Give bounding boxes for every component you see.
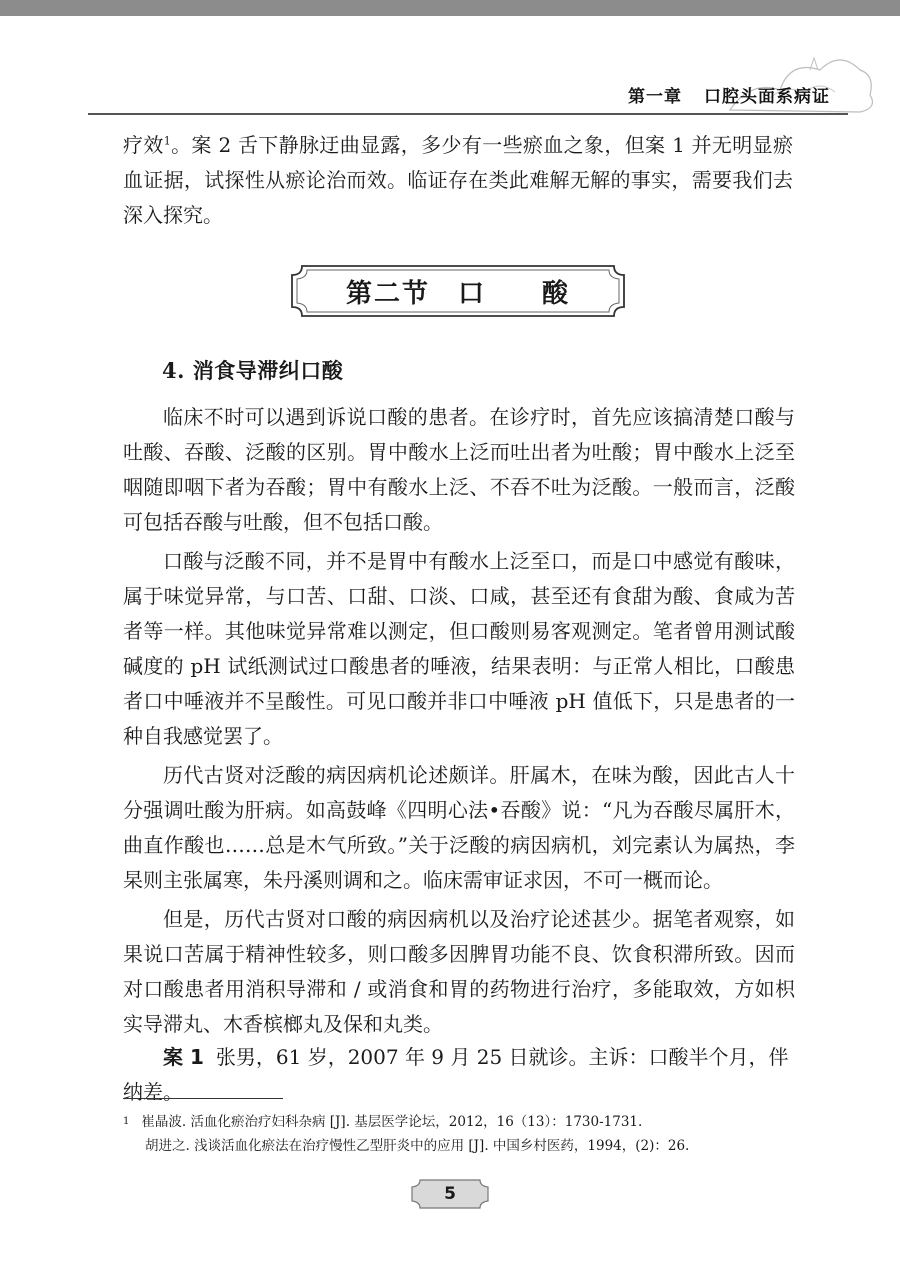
page-number-badge: [410, 1178, 490, 1210]
page-number: 5: [444, 1184, 456, 1204]
footnote-mark: 1: [123, 1116, 130, 1127]
section-title-char-2: 酸: [542, 278, 571, 309]
case-text: 张男，61 岁，2007 年 9 月 25 日就诊。主诉：口酸半个月，伴纳差。: [123, 1045, 789, 1104]
case-line: [123, 1040, 803, 1110]
section-heading-box: [288, 263, 628, 319]
paragraph-3: 历代古贤对泛酸的病因病机论述颇详。肝属木，在味为酸，因此古人十分强调吐酸为肝病。如高鼓峰《四明心法•吞酸》说：“凡为吞酸尽属肝木，曲直作酸也……总是木气所致。”关于泛酸的病因病机，刘完素认为属热，李杲则主张属寒，朱丹溪则调和之。临床需审证求因，不可一概而论。: [123, 763, 795, 892]
header-cloud-decoration: [710, 40, 880, 120]
subsection-heading: 4. 消食导滞纠口酸: [162, 358, 344, 383]
paragraph-2: 口酸与泛酸不同，并不是胃中有酸水上泛至口，而是口中感觉有酸味，属于味觉异常，与口苦、口甜、口淡、口咸，甚至还有食甜为酸、食咸为苦者等一样。其他味觉异常难以测定，但口酸则易客观测定。笔者曾用测试酸碱度的 pH 试纸测试过口酸患者的唾液，结果表明：与正常人相比，口酸患者口中唾液并不呈酸性。可见口酸并非口中唾液 pH 值低下，只是患者的一种自我感觉罢了。: [123, 549, 795, 748]
footnote-ref: 1: [163, 134, 171, 148]
intro-text-rest: 。案 2 舌下静脉迂曲显露，多少有一些瘀血之象，但案 1 并无明显瘀血证据，试探性从瘀论治而效。临证存在类此难解无解的事实，需要我们去深入探究。: [123, 133, 793, 227]
footnote-1: [123, 1110, 803, 1134]
body-text: [123, 400, 795, 1046]
top-bar: [0, 0, 900, 16]
paragraph-1: 临床不时可以遇到诉说口酸的患者。在诊疗时，首先应该搞清楚口酸与吐酸、吞酸、泛酸的区别。胃中酸水上泛而吐出者为吐酸；胃中酸水上泛至咽随即咽下者为吞酸；胃中有酸水上泛、不吞不吐为泛酸。一般而言，泛酸可包括吞酸与吐酸，但不包括口酸。: [123, 405, 795, 534]
section-label: 第二节: [345, 278, 430, 309]
case-label: 案 1: [163, 1045, 204, 1069]
intro-text-start: 疗效: [123, 133, 164, 157]
section-title-char-1: 口: [457, 278, 486, 309]
section-title: [288, 263, 628, 319]
header-rule: [88, 113, 848, 115]
footnote-2-text: 胡进之. 浅谈活血化瘀法在治疗慢性乙型肝炎中的应用 [J]. 中国乡村医药，1994，(2)：26.: [145, 1138, 690, 1154]
intro-paragraph: [123, 128, 793, 233]
chapter-title: 口腔头面系病证: [704, 87, 830, 107]
footnote-2: [123, 1134, 803, 1158]
chapter-header: [628, 82, 830, 107]
footnote-1-text: 崔晶波. 活血化瘀治疗妇科杂病 [J]. 基层医学论坛，2012，16（13）：1730-1731.: [141, 1114, 643, 1130]
footnote-rule: [123, 1098, 283, 1099]
paragraph-4: 但是，历代古贤对口酸的病因病机以及治疗论述甚少。据笔者观察，如果说口苦属于精神性较多，则口酸多因脾胃功能不良、饮食积滞所致。因而对口酸患者用消积导滞和 / 或消食和胃的药物进行治疗，多能取效，方如枳实导滞丸、木香槟榔丸及保和丸类。: [123, 907, 795, 1036]
chapter-number: 第一章: [628, 87, 682, 107]
footnotes: [123, 1110, 803, 1158]
